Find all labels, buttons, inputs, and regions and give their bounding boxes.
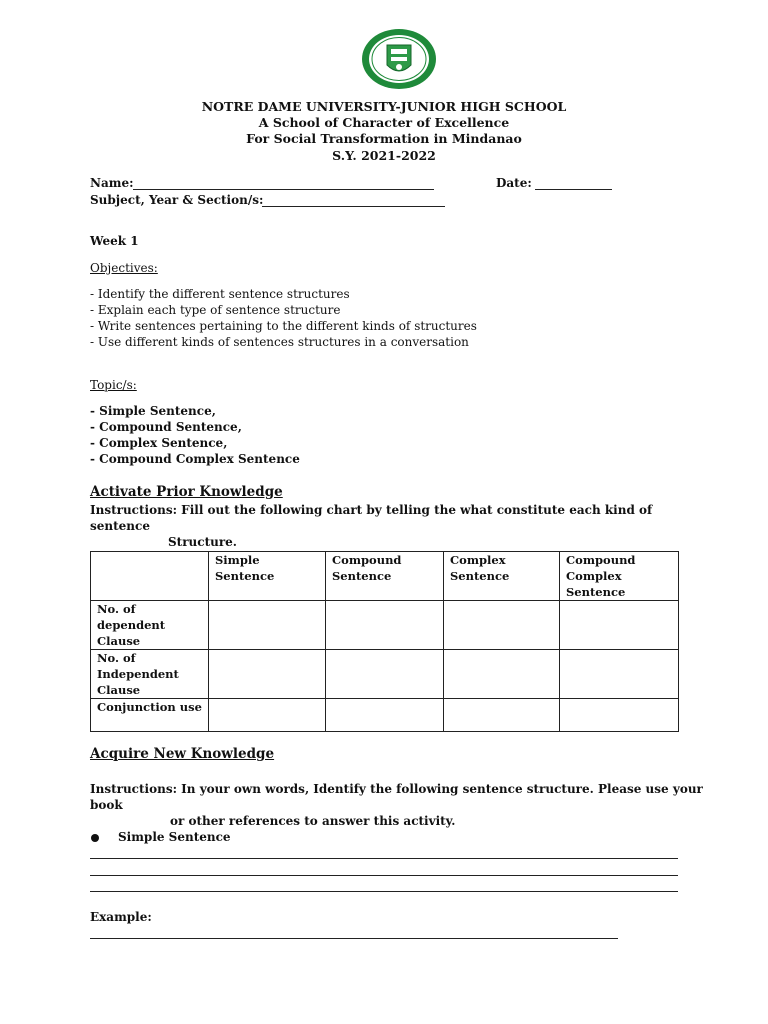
table-row bbox=[91, 699, 679, 732]
table-cell[interactable] bbox=[560, 699, 679, 732]
table-cell[interactable] bbox=[209, 699, 326, 732]
table-cell[interactable] bbox=[444, 650, 560, 699]
table-cell[interactable] bbox=[444, 699, 560, 732]
activate-instructions-cont: sentence bbox=[90, 519, 150, 533]
subject-field-line[interactable] bbox=[262, 206, 445, 207]
school-seal-logo bbox=[360, 27, 438, 91]
date-field-line[interactable] bbox=[535, 189, 612, 190]
table-cell[interactable] bbox=[209, 601, 326, 650]
objective-item: - Explain each type of sentence structure bbox=[90, 303, 341, 317]
table-cell[interactable] bbox=[444, 601, 560, 650]
table-header-cell: Complex Sentence bbox=[444, 552, 560, 601]
subject-label: Subject, Year & Section/s: bbox=[90, 193, 264, 207]
answer-line[interactable] bbox=[90, 891, 678, 892]
table-cell[interactable] bbox=[326, 699, 444, 732]
name-field-line[interactable] bbox=[133, 189, 434, 190]
topic-item: - Simple Sentence, bbox=[90, 404, 216, 418]
answer-line[interactable] bbox=[90, 875, 678, 876]
row-label: No. of Independent Clause bbox=[91, 650, 209, 699]
activate-instructions: Instructions: Fill out the following chart by telling the what constitute each kind of bbox=[90, 503, 653, 517]
school-motto-line2: For Social Transformation in Mindanao bbox=[246, 131, 522, 146]
school-name: NOTRE DAME UNIVERSITY-JUNIOR HIGH SCHOOL bbox=[201, 99, 567, 114]
row-label: Conjunction use bbox=[91, 699, 209, 732]
topic-item: - Compound Complex Sentence bbox=[90, 452, 300, 466]
table-header-cell: Simple Sentence bbox=[209, 552, 326, 601]
school-year: S.Y. 2021-2022 bbox=[332, 148, 436, 163]
sentence-structure-chart bbox=[90, 551, 679, 732]
week-label: Week 1 bbox=[90, 234, 139, 248]
table-cell[interactable] bbox=[326, 601, 444, 650]
table-header-cell: Compound Sentence bbox=[326, 552, 444, 601]
example-answer-line[interactable] bbox=[90, 938, 618, 939]
simple-sentence-bullet: Simple Sentence bbox=[118, 830, 231, 844]
acquire-instructions-cont2: or other references to answer this activity. bbox=[170, 814, 456, 828]
bullet-icon bbox=[91, 834, 99, 842]
name-label: Name: bbox=[90, 176, 134, 190]
acquire-instructions: Instructions: In your own words, Identify the following sentence structure. Please use your bbox=[90, 782, 703, 796]
table-cell[interactable] bbox=[209, 650, 326, 699]
school-motto-line1: A School of Character of Excellence bbox=[258, 115, 510, 130]
objective-item: - Write sentences pertaining to the different kinds of structures bbox=[90, 319, 477, 333]
objectives-heading: Objectives: bbox=[90, 261, 158, 275]
table-row bbox=[91, 601, 679, 650]
row-label: No. of dependent Clause bbox=[91, 601, 209, 650]
table-cell[interactable] bbox=[560, 601, 679, 650]
answer-line[interactable] bbox=[90, 858, 678, 859]
objective-item: - Use different kinds of sentences structures in a conversation bbox=[90, 335, 469, 349]
example-label: Example: bbox=[90, 910, 152, 924]
date-label: Date: bbox=[496, 176, 532, 190]
table-cell[interactable] bbox=[560, 650, 679, 699]
table-cell[interactable] bbox=[326, 650, 444, 699]
table-header-cell: Compound Complex Sentence bbox=[560, 552, 679, 601]
topics-heading: Topic/s: bbox=[90, 378, 137, 392]
table-header-cell bbox=[91, 552, 209, 601]
acquire-new-knowledge-heading: Acquire New Knowledge bbox=[90, 746, 275, 762]
activate-prior-knowledge-heading: Activate Prior Knowledge bbox=[90, 484, 283, 500]
objective-item: - Identify the different sentence structures bbox=[90, 287, 350, 301]
topic-item: - Compound Sentence, bbox=[90, 420, 242, 434]
activate-instructions-cont2: Structure. bbox=[168, 535, 237, 549]
table-row bbox=[91, 650, 679, 699]
acquire-instructions-cont: book bbox=[90, 798, 123, 812]
topic-item: - Complex Sentence, bbox=[90, 436, 228, 450]
table-header-row bbox=[91, 552, 679, 601]
